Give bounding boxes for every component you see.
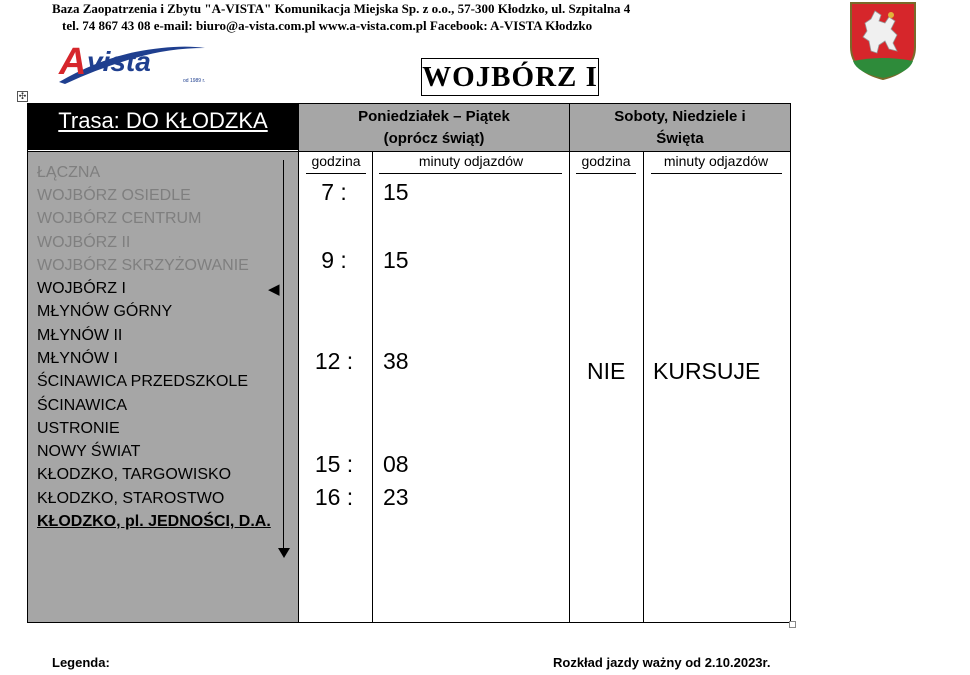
stop-item: WOJBÓRZ II [37,234,131,251]
stop-item: MŁYNÓW II [37,327,123,344]
weekday-header [299,104,569,151]
grid-line [643,151,644,623]
svg-text:vista: vista [87,46,151,77]
avista-logo [57,38,207,86]
weekend-header-line1: Soboty, Niedziele i [614,108,746,125]
logo-subtitle: od 1989 r. [183,78,206,84]
departure-hour: 9 : [321,247,347,273]
table-move-handle[interactable]: ✣ [18,91,27,101]
weekday-hour-label: godzina [311,153,361,169]
weekday-header-line1: Poniedziałek – Piątek [358,108,510,125]
contact-line: tel. 74 867 43 08 e-mail: biuro@a-vista.com.pl www.a-vista.com.pl Facebook: A-VISTA Kłodzko [62,18,593,33]
direction-arrow-icon [278,548,290,558]
table-resize-handle[interactable] [789,621,796,628]
underline [306,173,366,174]
departure-hour: 16 : [314,484,354,510]
grid-line [372,151,373,623]
departure-minutes: 15 [383,247,409,273]
stop-item: ŚCINAWICA PRZEDSZKOLE [37,373,248,390]
weekend-header-line2: Święta [656,130,704,147]
departure-hour: 15 : [314,451,354,477]
departure-hour: 7 : [321,179,347,205]
stop-item: NOWY ŚWIAT [37,443,141,460]
stop-item-final: KŁODZKO, pl. JEDNOŚCI, D.A. [37,513,271,530]
stop-title: WOJBÓRZ I [421,58,599,96]
stop-item: KŁODZKO, STAROSTWO [37,490,225,507]
stop-item-current: WOJBÓRZ I [37,280,126,297]
stop-item: MŁYNÓW GÓRNY [37,303,173,320]
underline [651,173,782,174]
stop-item: ŚCINAWICA [37,397,128,414]
grid-line [569,104,570,623]
direction-arrow-line [283,160,284,550]
weekend-notice-hour: NIE [587,358,626,384]
weekend-notice-minutes: KURSUJE [653,358,761,384]
weekday-minutes-label: minuty odjazdów [418,153,524,169]
stop-item: ŁĄCZNA [37,164,101,181]
coat-of-arms-icon [849,1,917,81]
underline [576,173,636,174]
current-stop-marker-icon: ◀ [268,281,280,298]
weekend-hour-label: godzina [581,153,631,169]
route-header-text: Trasa: DO KŁODZKA [58,108,268,133]
departure-minutes: 15 [383,179,409,205]
validity-date: Rozkład jazdy ważny od 2.10.2023r. [553,655,771,670]
company-address-line: Baza Zaopatrzenia i Zbytu "A-VISTA" Komunikacja Miejska Sp. z o.o., 57-300 Kłodzko, ul. Szpitalna 4 [52,1,631,16]
departure-minutes: 08 [383,451,409,477]
grid-line [28,151,791,152]
departure-hour: 12 : [314,348,354,374]
departure-minutes: 38 [383,348,409,374]
underline [379,173,562,174]
weekend-minutes-label: minuty odjazdów [663,153,769,169]
departure-minutes: 23 [383,484,409,510]
svg-text:A: A [59,41,87,83]
stop-item: WOJBÓRZ OSIEDLE [37,187,191,204]
stop-item: WOJBÓRZ SKRZYŻOWANIE [37,257,249,274]
stop-item: MŁYNÓW I [37,350,118,367]
weekday-header-line2: (oprócz świąt) [383,130,485,147]
route-header [28,104,298,150]
legend-label: Legenda: [52,655,110,670]
weekend-header [570,104,790,151]
stop-item: WOJBÓRZ CENTRUM [37,210,202,227]
stop-item: KŁODZKO, TARGOWISKO [37,466,232,483]
stop-item: USTRONIE [37,420,120,437]
